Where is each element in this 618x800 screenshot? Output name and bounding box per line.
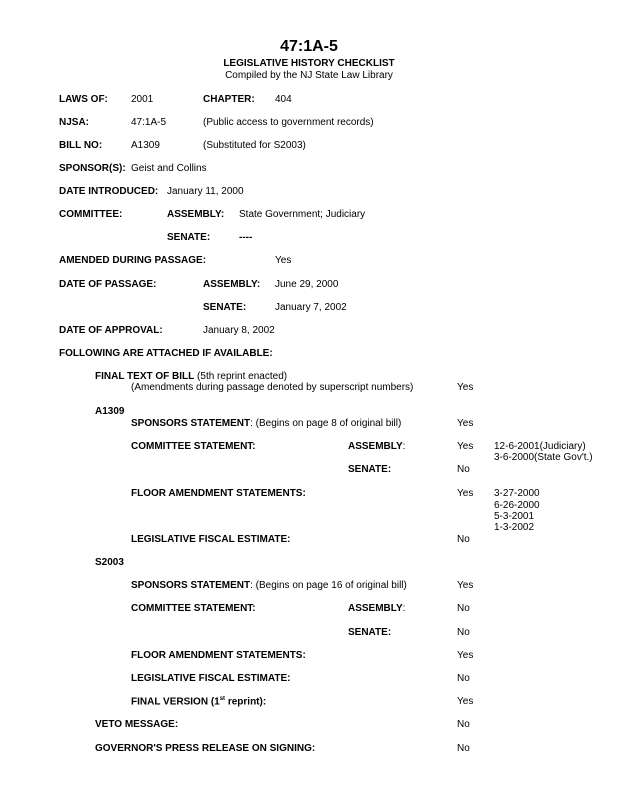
njsa-label: NJSA:	[59, 117, 90, 128]
s2003-final-version-value: Yes	[457, 696, 474, 707]
s2003-sponsors-value: Yes	[457, 580, 474, 591]
amended-label: AMENDED DURING PASSAGE:	[59, 255, 207, 266]
chapter-value: 404	[275, 94, 292, 105]
bill-no-note: (Substituted for S2003)	[203, 140, 306, 151]
final-text-line	[95, 371, 287, 382]
passage-assembly-value: June 29, 2000	[275, 279, 339, 290]
a1309-assembly-value: Yes	[457, 441, 474, 452]
a1309-committee-label: COMMITTEE STATEMENT:	[131, 441, 256, 452]
date-of-approval-label: DATE OF APPROVAL:	[59, 325, 163, 336]
final-text-note: (Amendments during passage denoted by superscript numbers)	[131, 382, 414, 393]
date-introduced-label: DATE INTRODUCED:	[59, 186, 159, 197]
a1309-sponsors-line	[131, 418, 401, 429]
committee-assembly-value: State Government; Judiciary	[239, 209, 366, 220]
bill-no-label-text: BILL NO:	[59, 140, 103, 151]
s2003-fiscal-label: LEGISLATIVE FISCAL ESTIMATE:	[131, 673, 291, 684]
a1309-heading: A1309	[95, 406, 125, 417]
press-release-label: GOVERNOR'S PRESS RELEASE ON SIGNING:	[95, 743, 316, 754]
a1309-assembly-date-1: 12-6-2001(Judiciary)	[494, 441, 586, 452]
s2003-floor-value: Yes	[457, 650, 474, 661]
passage-senate-value: January 7, 2002	[275, 302, 347, 313]
date-of-approval-value: January 8, 2002	[203, 325, 275, 336]
a1309-fiscal-label: LEGISLATIVE FISCAL ESTIMATE:	[131, 534, 291, 545]
committee-senate-label: SENATE:	[167, 232, 211, 243]
sponsors-value: Geist and Collins	[131, 163, 207, 174]
njsa-value: 47:1A-5	[131, 117, 167, 128]
committee-assembly-label: ASSEMBLY:	[167, 209, 225, 220]
amended-value: Yes	[275, 255, 292, 266]
a1309-sponsors-label: SPONSORS STATEMENT	[131, 418, 251, 429]
laws-of-label: LAWS OF:	[59, 94, 108, 105]
passage-senate-label: SENATE:	[203, 302, 247, 313]
date-of-passage-label: DATE OF PASSAGE:	[59, 279, 157, 290]
chapter-label: CHAPTER:	[203, 94, 255, 105]
compiled-by: Compiled by the NJ State Law Library	[225, 70, 393, 81]
a1309-senate-label: SENATE:	[348, 464, 392, 475]
s2003-sponsors-line	[131, 580, 407, 591]
committee-label: COMMITTEE:	[59, 209, 123, 220]
laws-of-value: 2001	[131, 94, 154, 105]
a1309-floor-date-1: 3-27-2000	[494, 488, 540, 499]
veto-label: VETO MESSAGE:	[95, 719, 179, 730]
following-heading: FOLLOWING ARE ATTACHED IF AVAILABLE:	[59, 348, 273, 359]
a1309-floor-label: FLOOR AMENDMENT STATEMENTS:	[131, 488, 306, 499]
final-text-value: Yes	[457, 382, 474, 393]
a1309-assembly-label	[348, 441, 405, 452]
page-subtitle: LEGISLATIVE HISTORY CHECKLIST	[223, 58, 395, 69]
a1309-fiscal-value: No	[457, 534, 470, 545]
veto-value: No	[457, 719, 470, 730]
date-introduced-value: January 11, 2000	[167, 186, 244, 197]
a1309-floor-date-3: 5-3-2001	[494, 511, 535, 522]
final-text-label: FINAL TEXT OF BILL	[95, 371, 195, 382]
s2003-assembly-value: No	[457, 603, 470, 614]
press-release-value: No	[457, 743, 470, 754]
s2003-final-version-a: FINAL VERSION (1	[131, 696, 220, 708]
s2003-senate-value: No	[457, 627, 470, 638]
s2003-assembly-label	[348, 603, 405, 614]
a1309-floor-date-4: 1-3-2002	[494, 522, 535, 533]
passage-assembly-label: ASSEMBLY:	[203, 279, 261, 290]
a1309-sponsors-value: Yes	[457, 418, 474, 429]
s2003-fiscal-value: No	[457, 673, 470, 684]
s2003-final-version-b: reprint):	[225, 696, 267, 708]
sponsors-label: SPONSOR(S):	[59, 163, 126, 174]
s2003-assembly-colon: :	[402, 603, 406, 614]
a1309-floor-value: Yes	[457, 488, 474, 499]
a1309-senate-value: No	[457, 464, 470, 475]
s2003-sponsors-note: : (Begins on page 16 of original bill)	[250, 580, 407, 591]
njsa-note: (Public access to government records)	[203, 117, 374, 128]
s2003-assembly-label-text: ASSEMBLY	[348, 603, 403, 614]
a1309-assembly-label-text: ASSEMBLY	[348, 441, 403, 452]
a1309-floor-date-2: 6-26-2000	[494, 500, 540, 511]
s2003-final-version-label	[131, 696, 266, 707]
a1309-assembly-colon: :	[402, 441, 406, 452]
a1309-sponsors-note: : (Begins on page 8 of original bill)	[250, 418, 402, 429]
s2003-senate-label: SENATE:	[348, 627, 392, 638]
s2003-heading: S2003	[95, 557, 124, 568]
bill-no-value: A1309	[131, 140, 160, 151]
committee-senate-value: ----	[239, 232, 253, 243]
page-title: 47:1A-5	[280, 38, 338, 55]
s2003-final-version-sup: st	[219, 696, 226, 702]
a1309-assembly-date-2: 3-6-2000(State Gov't.)	[494, 452, 593, 463]
s2003-sponsors-label: SPONSORS STATEMENT	[131, 580, 251, 591]
final-text-label-note: (5th reprint enacted)	[197, 371, 288, 382]
s2003-committee-label: COMMITTEE STATEMENT:	[131, 603, 256, 614]
s2003-floor-label: FLOOR AMENDMENT STATEMENTS:	[131, 650, 306, 661]
bill-no-label	[59, 140, 102, 151]
